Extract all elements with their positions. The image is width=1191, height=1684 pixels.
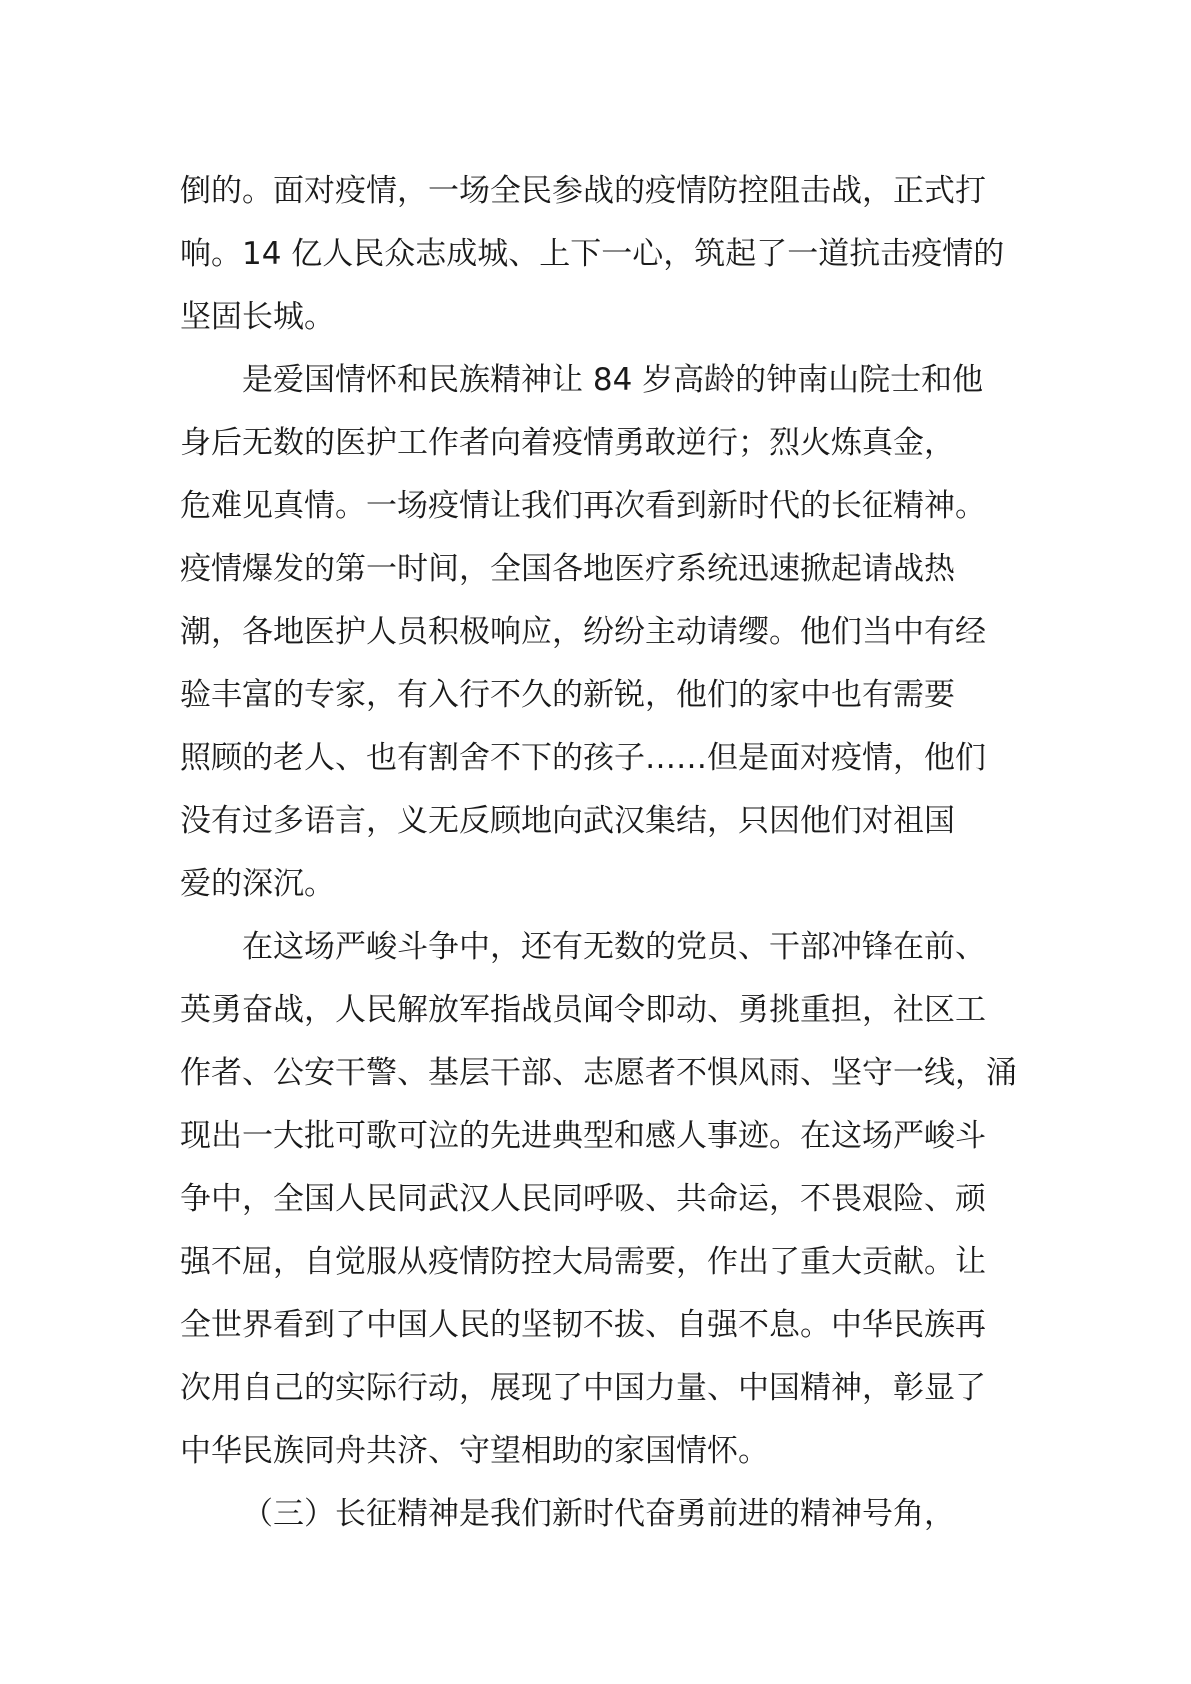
text-line: 作者、公安干警、基层干部、志愿者不惧风雨、坚守一线，涌 bbox=[180, 1055, 1017, 1091]
text-line: 响。14 亿人民众志成城、上下一心，筑起了一道抗击疫情的 bbox=[180, 236, 1005, 272]
text-line: 中华民族同舟共济、守望相助的家国情怀。 bbox=[180, 1433, 769, 1469]
text-line: 爱的深沉。 bbox=[180, 866, 335, 902]
text-line: 倒的。面对疫情，一场全民参战的疫情防控阻击战，正式打 bbox=[180, 173, 986, 209]
text-line: 坚固长城。 bbox=[180, 299, 335, 335]
text-line: 现出一大批可歌可泣的先进典型和感人事迹。在这场严峻斗 bbox=[180, 1118, 986, 1154]
text-line: 次用自己的实际行动，展现了中国力量、中国精神，彰显了 bbox=[180, 1370, 986, 1406]
paragraph-first-line: 在这场严峻斗争中，还有无数的党员、干部冲锋在前、 bbox=[242, 929, 986, 965]
text-line: 验丰富的专家，有入行不久的新锐，他们的家中也有需要 bbox=[180, 677, 955, 713]
paragraph-first-line: 是爱国情怀和民族精神让 84 岁高龄的钟南山院士和他 bbox=[242, 362, 984, 398]
text-line: 争中，全国人民同武汉人民同呼吸、共命运，不畏艰险、顽 bbox=[180, 1181, 986, 1217]
text-line: 强不屈，自觉服从疫情防控大局需要，作出了重大贡献。让 bbox=[180, 1244, 986, 1280]
text-line: 疫情爆发的第一时间，全国各地医疗系统迅速掀起请战热 bbox=[180, 551, 955, 587]
text-line: 英勇奋战，人民解放军指战员闻令即动、勇挑重担，社区工 bbox=[180, 992, 986, 1028]
text-line: 危难见真情。一场疫情让我们再次看到新时代的长征精神。 bbox=[180, 488, 986, 524]
text-line: 身后无数的医护工作者向着疫情勇敢逆行；烈火炼真金， bbox=[180, 425, 955, 461]
body-text bbox=[180, 160, 1020, 1546]
text-line: 照顾的老人、也有割舍不下的孩子……但是面对疫情，他们 bbox=[180, 740, 986, 776]
section-heading: （三）长征精神是我们新时代奋勇前进的精神号角， bbox=[242, 1496, 955, 1532]
text-line: 全世界看到了中国人民的坚韧不拔、自强不息。中华民族再 bbox=[180, 1307, 986, 1343]
text-line: 没有过多语言，义无反顾地向武汉集结，只因他们对祖国 bbox=[180, 803, 955, 839]
text-line: 潮，各地医护人员积极响应，纷纷主动请缨。他们当中有经 bbox=[180, 614, 986, 650]
